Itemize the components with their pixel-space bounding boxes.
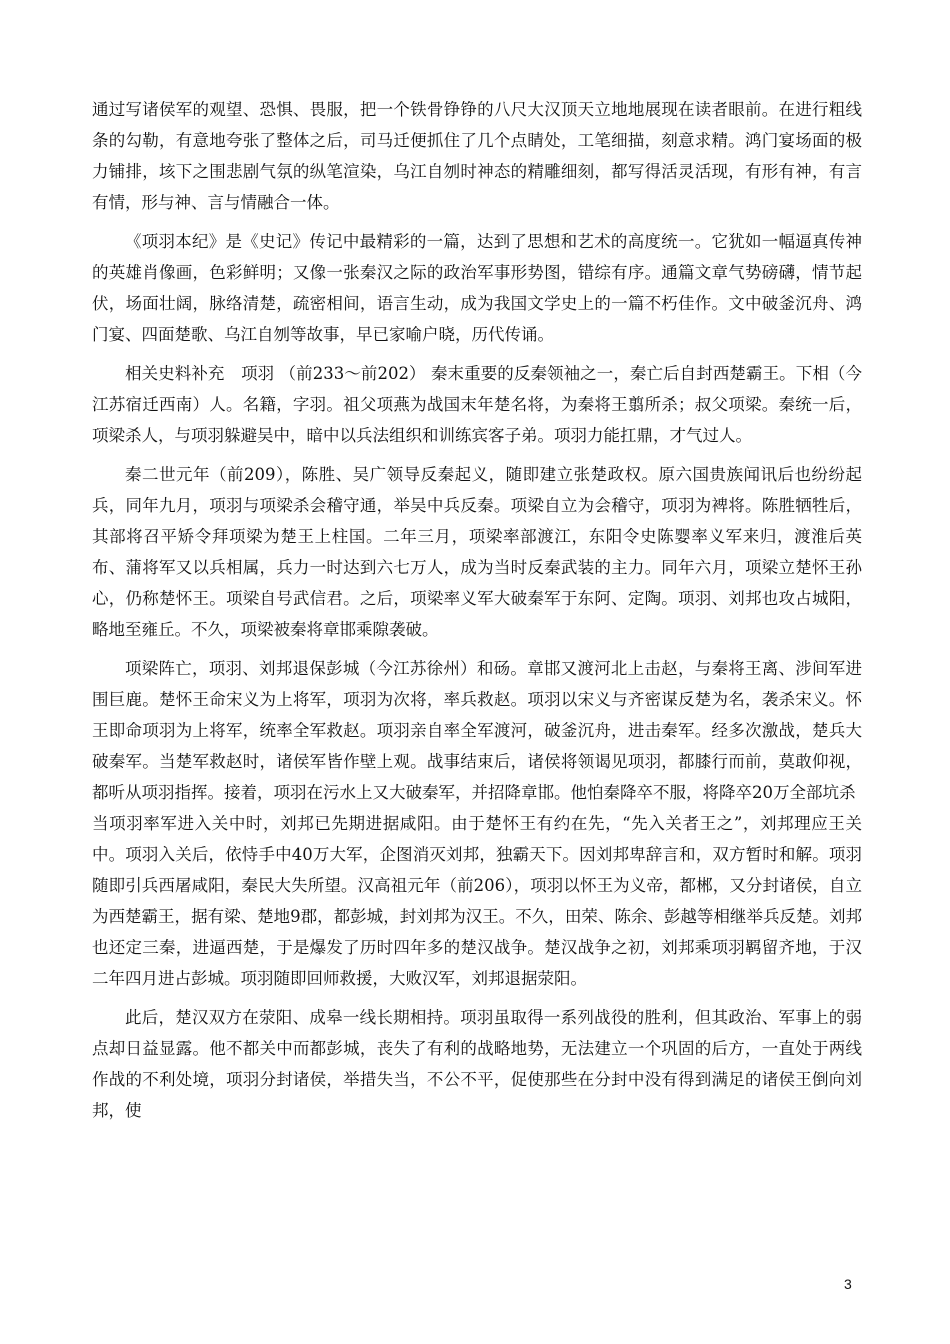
paragraph-7: 此后，楚汉双方在荥阳、成皋一线长期相持。项羽虽取得一系列战役的胜利，但其政治、军事上的弱点却日益显露。他不都关中而都彭城，丧失了有利的战略地势，无法建立一个巩固的后方，一直处于两线作战的不利处境，项羽分封诸侯，举措失当，不公不平，促使那些在分封中没有得到满足的诸侯王倒向刘邦，使 [92,1008,862,1120]
paragraph-1: 通过写诸侯军的观望、恐惧、畏服，把一个铁骨铮铮的八尺大汉顶天立地地展现在读者眼前。在进行粗线条的勾勒，有意地夸张了整体之后，司马迁便抓住了几个点睛处，工笔细描，刻意求精。鸿门宴场面的极力铺排，垓下之围悲剧气氛的纵笔渲染，乌江自刎时神态的精雕细刻，都写得活灵活现，有形有神，有言有情，形与神、言与情融合一体。 [92,100,862,212]
paragraph-5: 项梁阵亡，项羽、刘邦退保彭城（今江苏徐州）和砀。章邯又渡河北上击赵，与秦将王离、涉间军进围巨鹿。楚怀王命宋义为上将军，项羽为次将，率兵救赵。项羽以宋义与齐密谋反楚为名，袭杀宋义。怀王即命项羽为上将军，统率全军救赵。项羽亲自率全军渡河，破釜沉舟，进击秦军。经多次激战，楚兵大破秦军。当楚军救赵时，诸侯军皆作壁上观。战事结束后，诸侯将领谒见项羽，都膝行而前，莫敢仰视，都听从项羽指挥。接着，项羽在污水上又大破秦军，并招降章邯。他怕秦降卒不服，将降卒20万全部坑杀 [92,659,862,802]
paragraph-3: 相关史料补充 项羽 （前233～前202） 秦末重要的反秦领袖之一，秦亡后自封西楚霸王。下相（今江苏宿迁西南）人。名籍，字羽。祖父项燕为战国末年楚名将，为秦将王翦所杀；叔父项梁。秦统一后，项梁杀人，与项羽躲避吴中，暗中以兵法组织和训练宾客子弟。项羽力能扛鼎，才气过人。 [92,364,862,445]
page-number: 3 [844,1276,852,1292]
paragraph-4: 秦二世元年（前209），陈胜、吴广领导反秦起义，随即建立张楚政权。原六国贵族闻讯后也纷纷起兵，同年九月，项羽与项梁杀会稽守通，举吴中兵反秦。项梁自立为会稽守，项羽为裨将。陈胜牺牲后，其部将召平矫令拜项梁为楚王上柱国。二年三月，项梁率部渡江，东阳令史陈婴率义军来归，渡淮后英布、蒲将军又以兵相属，兵力一时达到六七万人，成为当时反秦武装的主力。同年六月，项梁立楚怀王孙心，仍称楚怀王。项梁自号武信君。之后，项梁率义军大破秦军于东阿、定陶。项羽、刘邦也攻占城阳，略地至雍丘。不久，项梁被秦将章邯乘隙袭破。 [92,465,862,639]
document-body [92,94,862,1126]
paragraph-2: 《项羽本纪》是《史记》传记中最精彩的一篇，达到了思想和艺术的高度统一。它犹如一幅逼真传神的英雄肖像画，色彩鲜明；又像一张秦汉之际的政治军事形势图，错综有序。通篇文章气势磅礴，情节起伏，场面壮阔，脉络清楚，疏密相间，语言生动，成为我国文学史上的一篇不朽佳作。文中破釜沉舟、鸿门宴、四面楚歌、乌江自刎等故事，早已家喻户晓，历代传诵。 [92,232,862,344]
paragraph-6: 当项羽率军进入关中时，刘邦已先期进据咸阳。由于楚怀王有约在先，“先入关者王之”，刘邦理应王关中。项羽入关后，依恃手中40万大军，企图消灭刘邦，独霸天下。因刘邦卑辞言和，双方暂时和解。项羽随即引兵西屠咸阳，秦民大失所望。汉高祖元年（前206），项羽以怀王为义帝，都郴，又分封诸侯，自立为西楚霸王，据有梁、楚地9郡，都彭城，封刘邦为汉王。不久，田荣、陈余、彭越等相继举兵反楚。刘邦也还定三秦，进逼西楚，于是爆发了历时四年多的楚汉战争。楚汉战争之初，刘邦乘项羽羁留齐地，于汉二年四月进占彭城。项羽随即回师救援，大败汉军，刘邦退据荥阳。 [92,814,862,988]
